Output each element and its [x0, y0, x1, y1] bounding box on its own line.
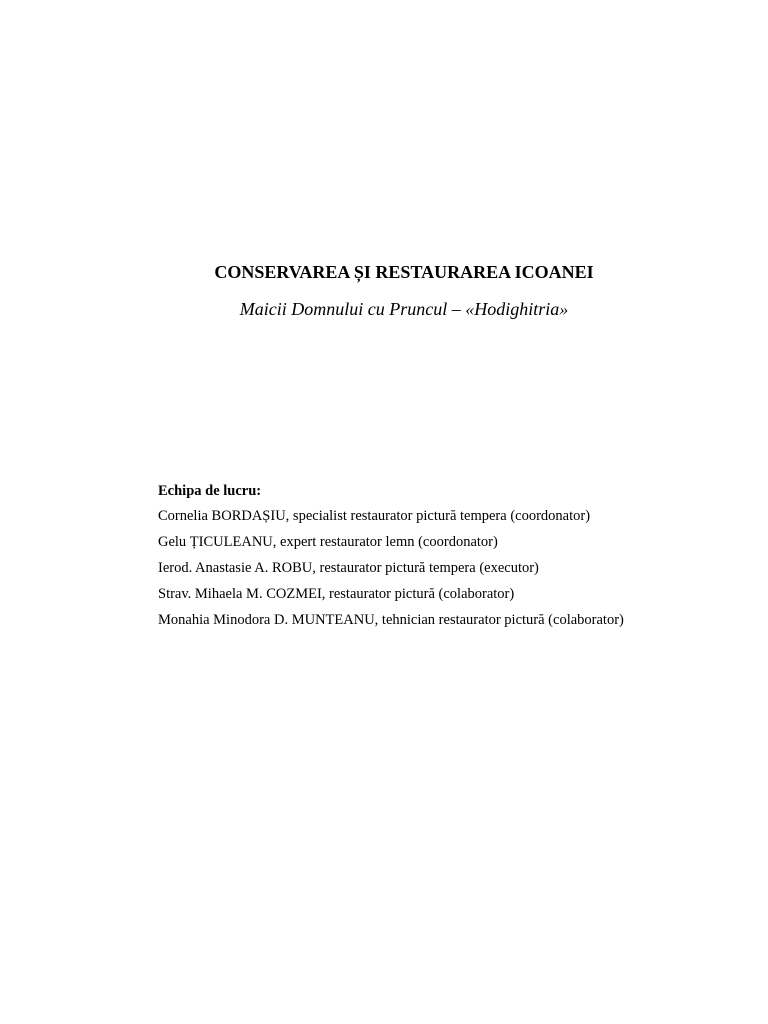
team-member: Monahia Minodora D. MUNTEANU, tehnician restaurator pictură (colaborator): [158, 612, 624, 628]
subtitle-emphasis: Hodighitria: [474, 299, 560, 319]
team-member: Ierod. Anastasie A. ROBU, restaurator pictură tempera (executor): [158, 560, 539, 576]
team-member: Gelu ȚICULEANU, expert restaurator lemn (coordonator): [158, 534, 498, 550]
team-section: [158, 479, 758, 633]
subtitle-end: »: [559, 299, 569, 319]
team-heading: Echipa de lucru:: [158, 483, 262, 499]
subtitle-main: Maicii Domnului cu Pruncul – «: [239, 299, 475, 319]
document-subtitle: [0, 296, 768, 322]
team-member: Cornelia BORDAȘIU, specialist restaurator pictură tempera (coordonator): [158, 508, 591, 524]
document-title: CONSERVAREA ȘI RESTAURAREA ICOANEI: [214, 262, 594, 282]
team-member: Strav. Mihaela M. COZMEI, restaurator pictură (colaborator): [158, 586, 515, 602]
